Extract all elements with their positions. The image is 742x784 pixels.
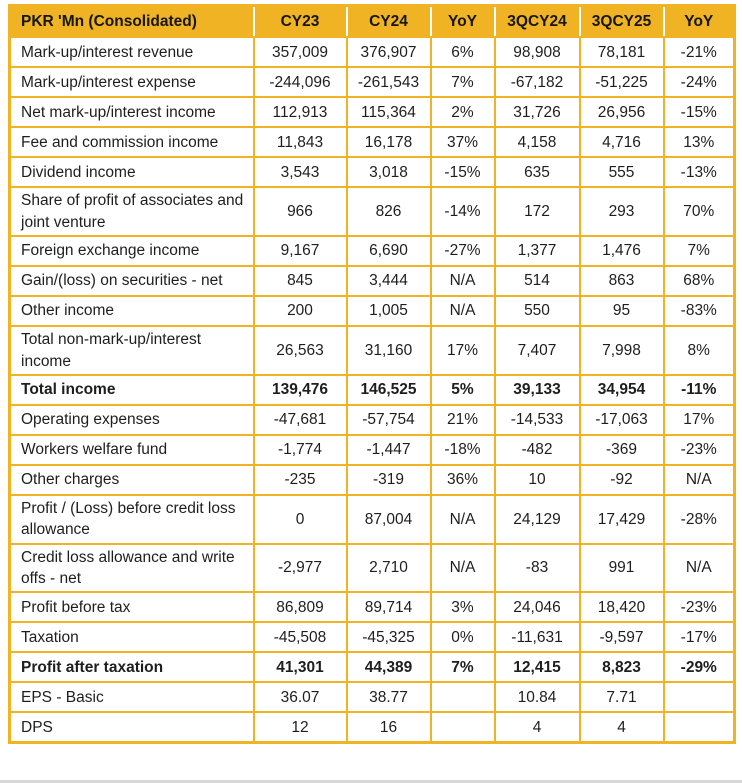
cell-value: 26,563 <box>254 326 347 375</box>
cell-value: -18% <box>431 435 495 465</box>
cell-value: 7% <box>664 236 735 266</box>
table-row <box>10 187 735 236</box>
row-label: Dividend income <box>10 157 254 187</box>
cell-value: 550 <box>495 296 580 326</box>
table-row <box>10 622 735 652</box>
cell-value: -1,774 <box>254 435 347 465</box>
row-label: Total non-mark-up/interest income <box>10 326 254 375</box>
cell-value: -28% <box>664 495 735 544</box>
cell-value: -14,533 <box>495 405 580 435</box>
cell-value: 17,429 <box>580 495 664 544</box>
table-row <box>10 296 735 326</box>
cell-value: -21% <box>664 37 735 67</box>
cell-value: -83 <box>495 544 580 593</box>
row-label: Net mark-up/interest income <box>10 97 254 127</box>
cell-value: -57,754 <box>347 405 431 435</box>
cell-value: 70% <box>664 187 735 236</box>
cell-value: 863 <box>580 266 664 296</box>
cell-value: -14% <box>431 187 495 236</box>
cell-value: 7% <box>431 652 495 682</box>
cell-value: 2% <box>431 97 495 127</box>
row-label: Profit before tax <box>10 592 254 622</box>
cell-value: 41,301 <box>254 652 347 682</box>
cell-value: 845 <box>254 266 347 296</box>
table-row <box>10 157 735 187</box>
row-label: Gain/(loss) on securities - net <box>10 266 254 296</box>
cell-value: 12,415 <box>495 652 580 682</box>
row-label: Taxation <box>10 622 254 652</box>
cell-value: 4,158 <box>495 127 580 157</box>
table-row <box>10 37 735 67</box>
table-body <box>10 37 735 743</box>
table-row <box>10 266 735 296</box>
cell-value: 24,129 <box>495 495 580 544</box>
table-row <box>10 326 735 375</box>
row-label: Mark-up/interest expense <box>10 67 254 97</box>
cell-value: N/A <box>431 296 495 326</box>
cell-value: -45,325 <box>347 622 431 652</box>
cell-value: -319 <box>347 465 431 495</box>
cell-value: -23% <box>664 592 735 622</box>
cell-value: 11,843 <box>254 127 347 157</box>
cell-value: -261,543 <box>347 67 431 97</box>
cell-value: -244,096 <box>254 67 347 97</box>
row-label: Share of profit of associates and joint venture <box>10 187 254 236</box>
cell-value: 1,476 <box>580 236 664 266</box>
column-header-cy24: CY24 <box>347 6 431 38</box>
cell-value: 357,009 <box>254 37 347 67</box>
table-row <box>10 652 735 682</box>
table-row <box>10 592 735 622</box>
header-row <box>10 6 735 38</box>
cell-value: 991 <box>580 544 664 593</box>
cell-value: 86,809 <box>254 592 347 622</box>
cell-value: 17% <box>664 405 735 435</box>
cell-value: 146,525 <box>347 375 431 405</box>
table-row <box>10 236 735 266</box>
cell-value: 7,407 <box>495 326 580 375</box>
cell-value: -15% <box>664 97 735 127</box>
cell-value: 376,907 <box>347 37 431 67</box>
row-label: Profit / (Loss) before credit loss allowance <box>10 495 254 544</box>
cell-value: 31,160 <box>347 326 431 375</box>
row-label: EPS - Basic <box>10 682 254 712</box>
cell-value: 89,714 <box>347 592 431 622</box>
cell-value: 37% <box>431 127 495 157</box>
cell-value: -1,447 <box>347 435 431 465</box>
row-label: DPS <box>10 712 254 743</box>
cell-value: -92 <box>580 465 664 495</box>
cell-value: 966 <box>254 187 347 236</box>
cell-value: 4 <box>495 712 580 743</box>
cell-value: -11,631 <box>495 622 580 652</box>
cell-value: 16 <box>347 712 431 743</box>
cell-value: 6,690 <box>347 236 431 266</box>
financial-table <box>8 4 736 744</box>
row-label: Total income <box>10 375 254 405</box>
cell-value: -24% <box>664 67 735 97</box>
cell-value: 115,364 <box>347 97 431 127</box>
cell-value: 0 <box>254 495 347 544</box>
cell-value: 139,476 <box>254 375 347 405</box>
table-row <box>10 682 735 712</box>
cell-value: 36% <box>431 465 495 495</box>
cell-value: 9,167 <box>254 236 347 266</box>
cell-value: 3,444 <box>347 266 431 296</box>
cell-value: -11% <box>664 375 735 405</box>
cell-value: -15% <box>431 157 495 187</box>
cell-value: 3% <box>431 592 495 622</box>
cell-value: N/A <box>431 266 495 296</box>
cell-value: N/A <box>431 544 495 593</box>
row-label: Profit after taxation <box>10 652 254 682</box>
cell-value: -83% <box>664 296 735 326</box>
column-header-3qcy25: 3QCY25 <box>580 6 664 38</box>
cell-value: 7% <box>431 67 495 97</box>
cell-value: -23% <box>664 435 735 465</box>
bottom-divider <box>0 780 742 783</box>
cell-value: 36.07 <box>254 682 347 712</box>
cell-value: 12 <box>254 712 347 743</box>
cell-value: N/A <box>431 495 495 544</box>
table-row <box>10 465 735 495</box>
row-label: Credit loss allowance and write offs - net <box>10 544 254 593</box>
cell-value: 78,181 <box>580 37 664 67</box>
cell-value: -13% <box>664 157 735 187</box>
cell-value: 10.84 <box>495 682 580 712</box>
cell-value: -27% <box>431 236 495 266</box>
cell-value: 1,377 <box>495 236 580 266</box>
cell-value: 31,726 <box>495 97 580 127</box>
row-label: Mark-up/interest revenue <box>10 37 254 67</box>
column-header-pkr-mn-consolidated: PKR 'Mn (Consolidated) <box>10 6 254 38</box>
cell-value: 826 <box>347 187 431 236</box>
cell-value: -482 <box>495 435 580 465</box>
cell-value: 3,543 <box>254 157 347 187</box>
cell-value: N/A <box>664 544 735 593</box>
cell-value: 98,908 <box>495 37 580 67</box>
table-row <box>10 544 735 593</box>
cell-value: N/A <box>664 465 735 495</box>
cell-value: 68% <box>664 266 735 296</box>
cell-value: 7,998 <box>580 326 664 375</box>
table-header <box>10 6 735 38</box>
cell-value: 2,710 <box>347 544 431 593</box>
cell-value: 172 <box>495 187 580 236</box>
cell-value: 3,018 <box>347 157 431 187</box>
cell-value: -67,182 <box>495 67 580 97</box>
row-label: Foreign exchange income <box>10 236 254 266</box>
cell-value: 7.71 <box>580 682 664 712</box>
cell-value: 10 <box>495 465 580 495</box>
cell-value <box>664 712 735 743</box>
cell-value: 34,954 <box>580 375 664 405</box>
cell-value: -47,681 <box>254 405 347 435</box>
cell-value: 87,004 <box>347 495 431 544</box>
cell-value: 555 <box>580 157 664 187</box>
cell-value: 635 <box>495 157 580 187</box>
cell-value <box>431 682 495 712</box>
cell-value: 0% <box>431 622 495 652</box>
cell-value: 1,005 <box>347 296 431 326</box>
cell-value: 13% <box>664 127 735 157</box>
cell-value: 8,823 <box>580 652 664 682</box>
cell-value: 16,178 <box>347 127 431 157</box>
cell-value <box>664 682 735 712</box>
table-row <box>10 97 735 127</box>
table-row <box>10 375 735 405</box>
table-row <box>10 712 735 743</box>
financial-table-container <box>8 4 734 744</box>
row-label: Other income <box>10 296 254 326</box>
cell-value: 17% <box>431 326 495 375</box>
cell-value: 293 <box>580 187 664 236</box>
table-row <box>10 127 735 157</box>
cell-value: -2,977 <box>254 544 347 593</box>
cell-value: -9,597 <box>580 622 664 652</box>
cell-value: -51,225 <box>580 67 664 97</box>
cell-value: 44,389 <box>347 652 431 682</box>
cell-value: 514 <box>495 266 580 296</box>
cell-value: -235 <box>254 465 347 495</box>
cell-value: 8% <box>664 326 735 375</box>
cell-value: 200 <box>254 296 347 326</box>
table-row <box>10 67 735 97</box>
cell-value: 38.77 <box>347 682 431 712</box>
cell-value: -17% <box>664 622 735 652</box>
cell-value: 39,133 <box>495 375 580 405</box>
cell-value: 95 <box>580 296 664 326</box>
row-label: Workers welfare fund <box>10 435 254 465</box>
cell-value: 26,956 <box>580 97 664 127</box>
column-header-yoy: YoY <box>664 6 735 38</box>
cell-value: 4,716 <box>580 127 664 157</box>
cell-value: 21% <box>431 405 495 435</box>
cell-value: -17,063 <box>580 405 664 435</box>
cell-value: 112,913 <box>254 97 347 127</box>
cell-value: -29% <box>664 652 735 682</box>
table-row <box>10 495 735 544</box>
column-header-3qcy24: 3QCY24 <box>495 6 580 38</box>
row-label: Fee and commission income <box>10 127 254 157</box>
table-row <box>10 405 735 435</box>
cell-value: 6% <box>431 37 495 67</box>
column-header-yoy: YoY <box>431 6 495 38</box>
row-label: Other charges <box>10 465 254 495</box>
column-header-cy23: CY23 <box>254 6 347 38</box>
cell-value: -369 <box>580 435 664 465</box>
table-row <box>10 435 735 465</box>
cell-value: 24,046 <box>495 592 580 622</box>
cell-value: 5% <box>431 375 495 405</box>
cell-value <box>431 712 495 743</box>
cell-value: 4 <box>580 712 664 743</box>
cell-value: 18,420 <box>580 592 664 622</box>
row-label: Operating expenses <box>10 405 254 435</box>
cell-value: -45,508 <box>254 622 347 652</box>
